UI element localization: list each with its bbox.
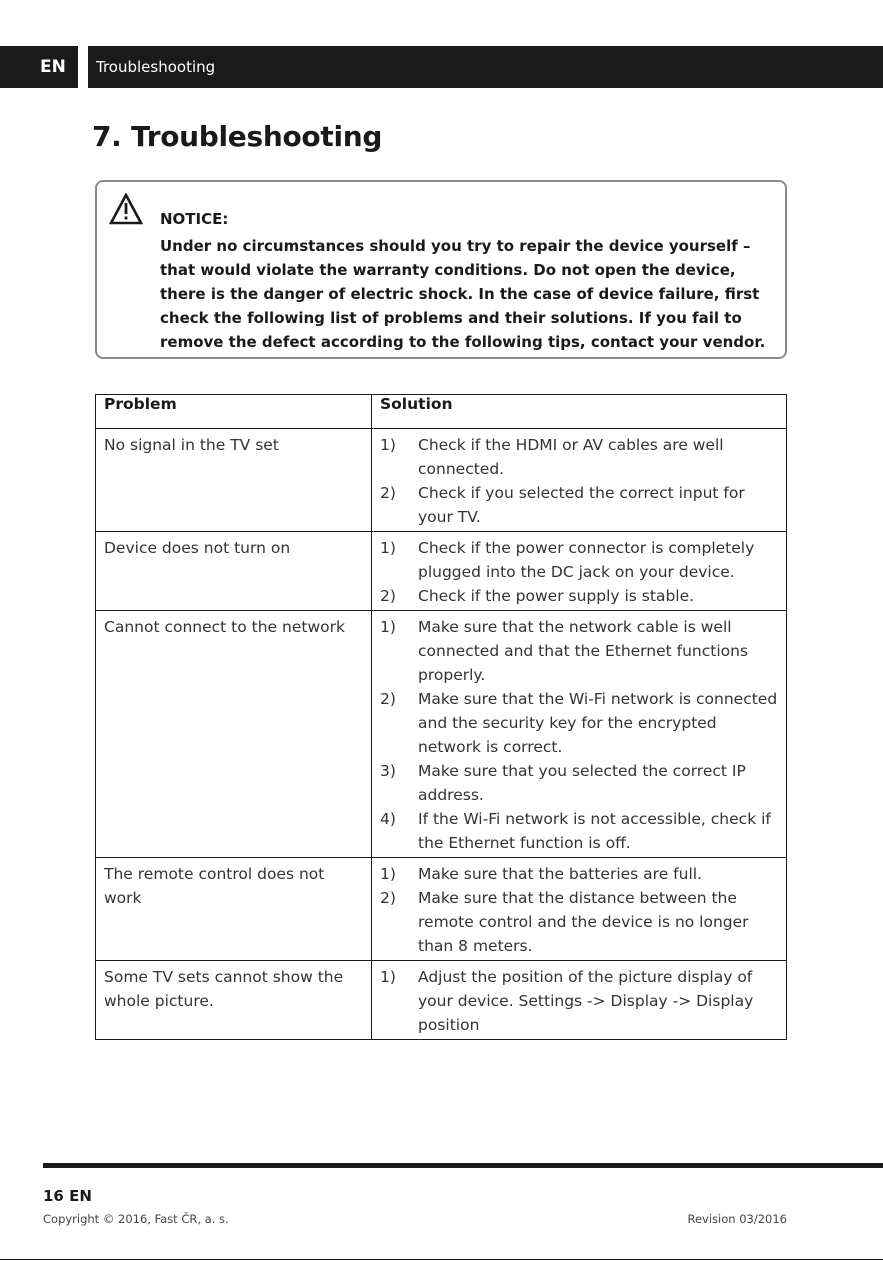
table-header-row bbox=[96, 395, 787, 429]
step-number: 2) bbox=[380, 587, 396, 605]
step-number: 1) bbox=[380, 436, 396, 454]
solution-list bbox=[380, 965, 778, 1037]
table-body bbox=[96, 429, 787, 1040]
notice-text: Under no circumstances should you try to repair the device yourself – that would violate the warranty conditions. Do not open the device, there is the danger of electric shock. In the case of device failure, first check the following list of problems and their solutions. If you fail to remove the defect according to the following tips, contact your vendor. bbox=[160, 237, 766, 351]
problem-column-header: Problem bbox=[96, 395, 372, 429]
solution-step bbox=[380, 584, 778, 608]
solution-step bbox=[380, 862, 778, 886]
step-number: 2) bbox=[380, 484, 396, 502]
step-text: Check if the HDMI or AV cables are well connected. bbox=[418, 436, 724, 478]
problem-cell: Device does not turn on bbox=[96, 532, 372, 611]
page-title: 7. Troubleshooting bbox=[92, 120, 383, 153]
step-number: 3) bbox=[380, 762, 396, 780]
page-bottom-line bbox=[0, 1259, 883, 1260]
solution-cell bbox=[372, 429, 787, 532]
troubleshooting-table bbox=[95, 394, 787, 1040]
step-text: Make sure that the Wi-Fi network is connected and the security key for the encrypted network is correct. bbox=[418, 690, 778, 756]
solution-step bbox=[380, 759, 778, 807]
step-text: Make sure that you selected the correct IP address. bbox=[418, 762, 746, 804]
table-row bbox=[96, 858, 787, 961]
step-text: Check if you selected the correct input for your TV. bbox=[418, 484, 745, 526]
solution-list bbox=[380, 615, 778, 855]
warning-triangle-icon bbox=[109, 193, 143, 225]
header-bar bbox=[0, 46, 883, 88]
section-label: Troubleshooting bbox=[88, 46, 883, 88]
problem-cell: No signal in the TV set bbox=[96, 429, 372, 532]
solution-step bbox=[380, 536, 778, 584]
step-text: Adjust the position of the picture display of your device. Settings -> Display -> Display position bbox=[418, 968, 754, 1034]
solution-step bbox=[380, 807, 778, 855]
step-text: Check if the power supply is stable. bbox=[418, 587, 695, 605]
revision-text: Revision 03/2016 bbox=[687, 1212, 787, 1226]
problem-cell: Cannot connect to the network bbox=[96, 611, 372, 858]
step-number: 2) bbox=[380, 889, 396, 907]
solution-list bbox=[380, 433, 778, 529]
solution-list bbox=[380, 536, 778, 608]
solution-list bbox=[380, 862, 778, 958]
solution-cell bbox=[372, 961, 787, 1040]
step-number: 1) bbox=[380, 618, 396, 636]
problem-cell: The remote control does not work bbox=[96, 858, 372, 961]
solution-step bbox=[380, 965, 778, 1037]
table-row bbox=[96, 429, 787, 532]
table-row bbox=[96, 611, 787, 858]
step-text: If the Wi-Fi network is not accessible, check if the Ethernet function is off. bbox=[418, 810, 771, 852]
solution-cell bbox=[372, 611, 787, 858]
step-number: 1) bbox=[380, 865, 396, 883]
step-text: Make sure that the distance between the remote control and the device is no longer than 8 meters. bbox=[418, 889, 749, 955]
solution-step bbox=[380, 886, 778, 958]
step-number: 4) bbox=[380, 810, 396, 828]
solution-column-header: Solution bbox=[372, 395, 787, 429]
table-row bbox=[96, 532, 787, 611]
copyright-text: Copyright © 2016, Fast ČR, a. s. bbox=[43, 1212, 229, 1226]
step-number: 1) bbox=[380, 539, 396, 557]
notice-heading: NOTICE: bbox=[160, 210, 229, 228]
solution-cell bbox=[372, 532, 787, 611]
language-label: EN bbox=[0, 46, 78, 88]
solution-cell bbox=[372, 858, 787, 961]
page-number: 16 EN bbox=[43, 1187, 92, 1205]
step-text: Make sure that the batteries are full. bbox=[418, 865, 702, 883]
step-number: 1) bbox=[380, 968, 396, 986]
problem-cell: Some TV sets cannot show the whole picture. bbox=[96, 961, 372, 1040]
table-row bbox=[96, 961, 787, 1040]
step-text: Check if the power connector is completely plugged into the DC jack on your device. bbox=[418, 539, 755, 581]
solution-step bbox=[380, 687, 778, 759]
solution-step bbox=[380, 481, 778, 529]
step-number: 2) bbox=[380, 690, 396, 708]
solution-step bbox=[380, 433, 778, 481]
solution-step bbox=[380, 615, 778, 687]
footer-rule bbox=[43, 1163, 883, 1168]
step-text: Make sure that the network cable is well connected and that the Ethernet functions properly. bbox=[418, 618, 749, 684]
notice-box bbox=[95, 180, 787, 359]
